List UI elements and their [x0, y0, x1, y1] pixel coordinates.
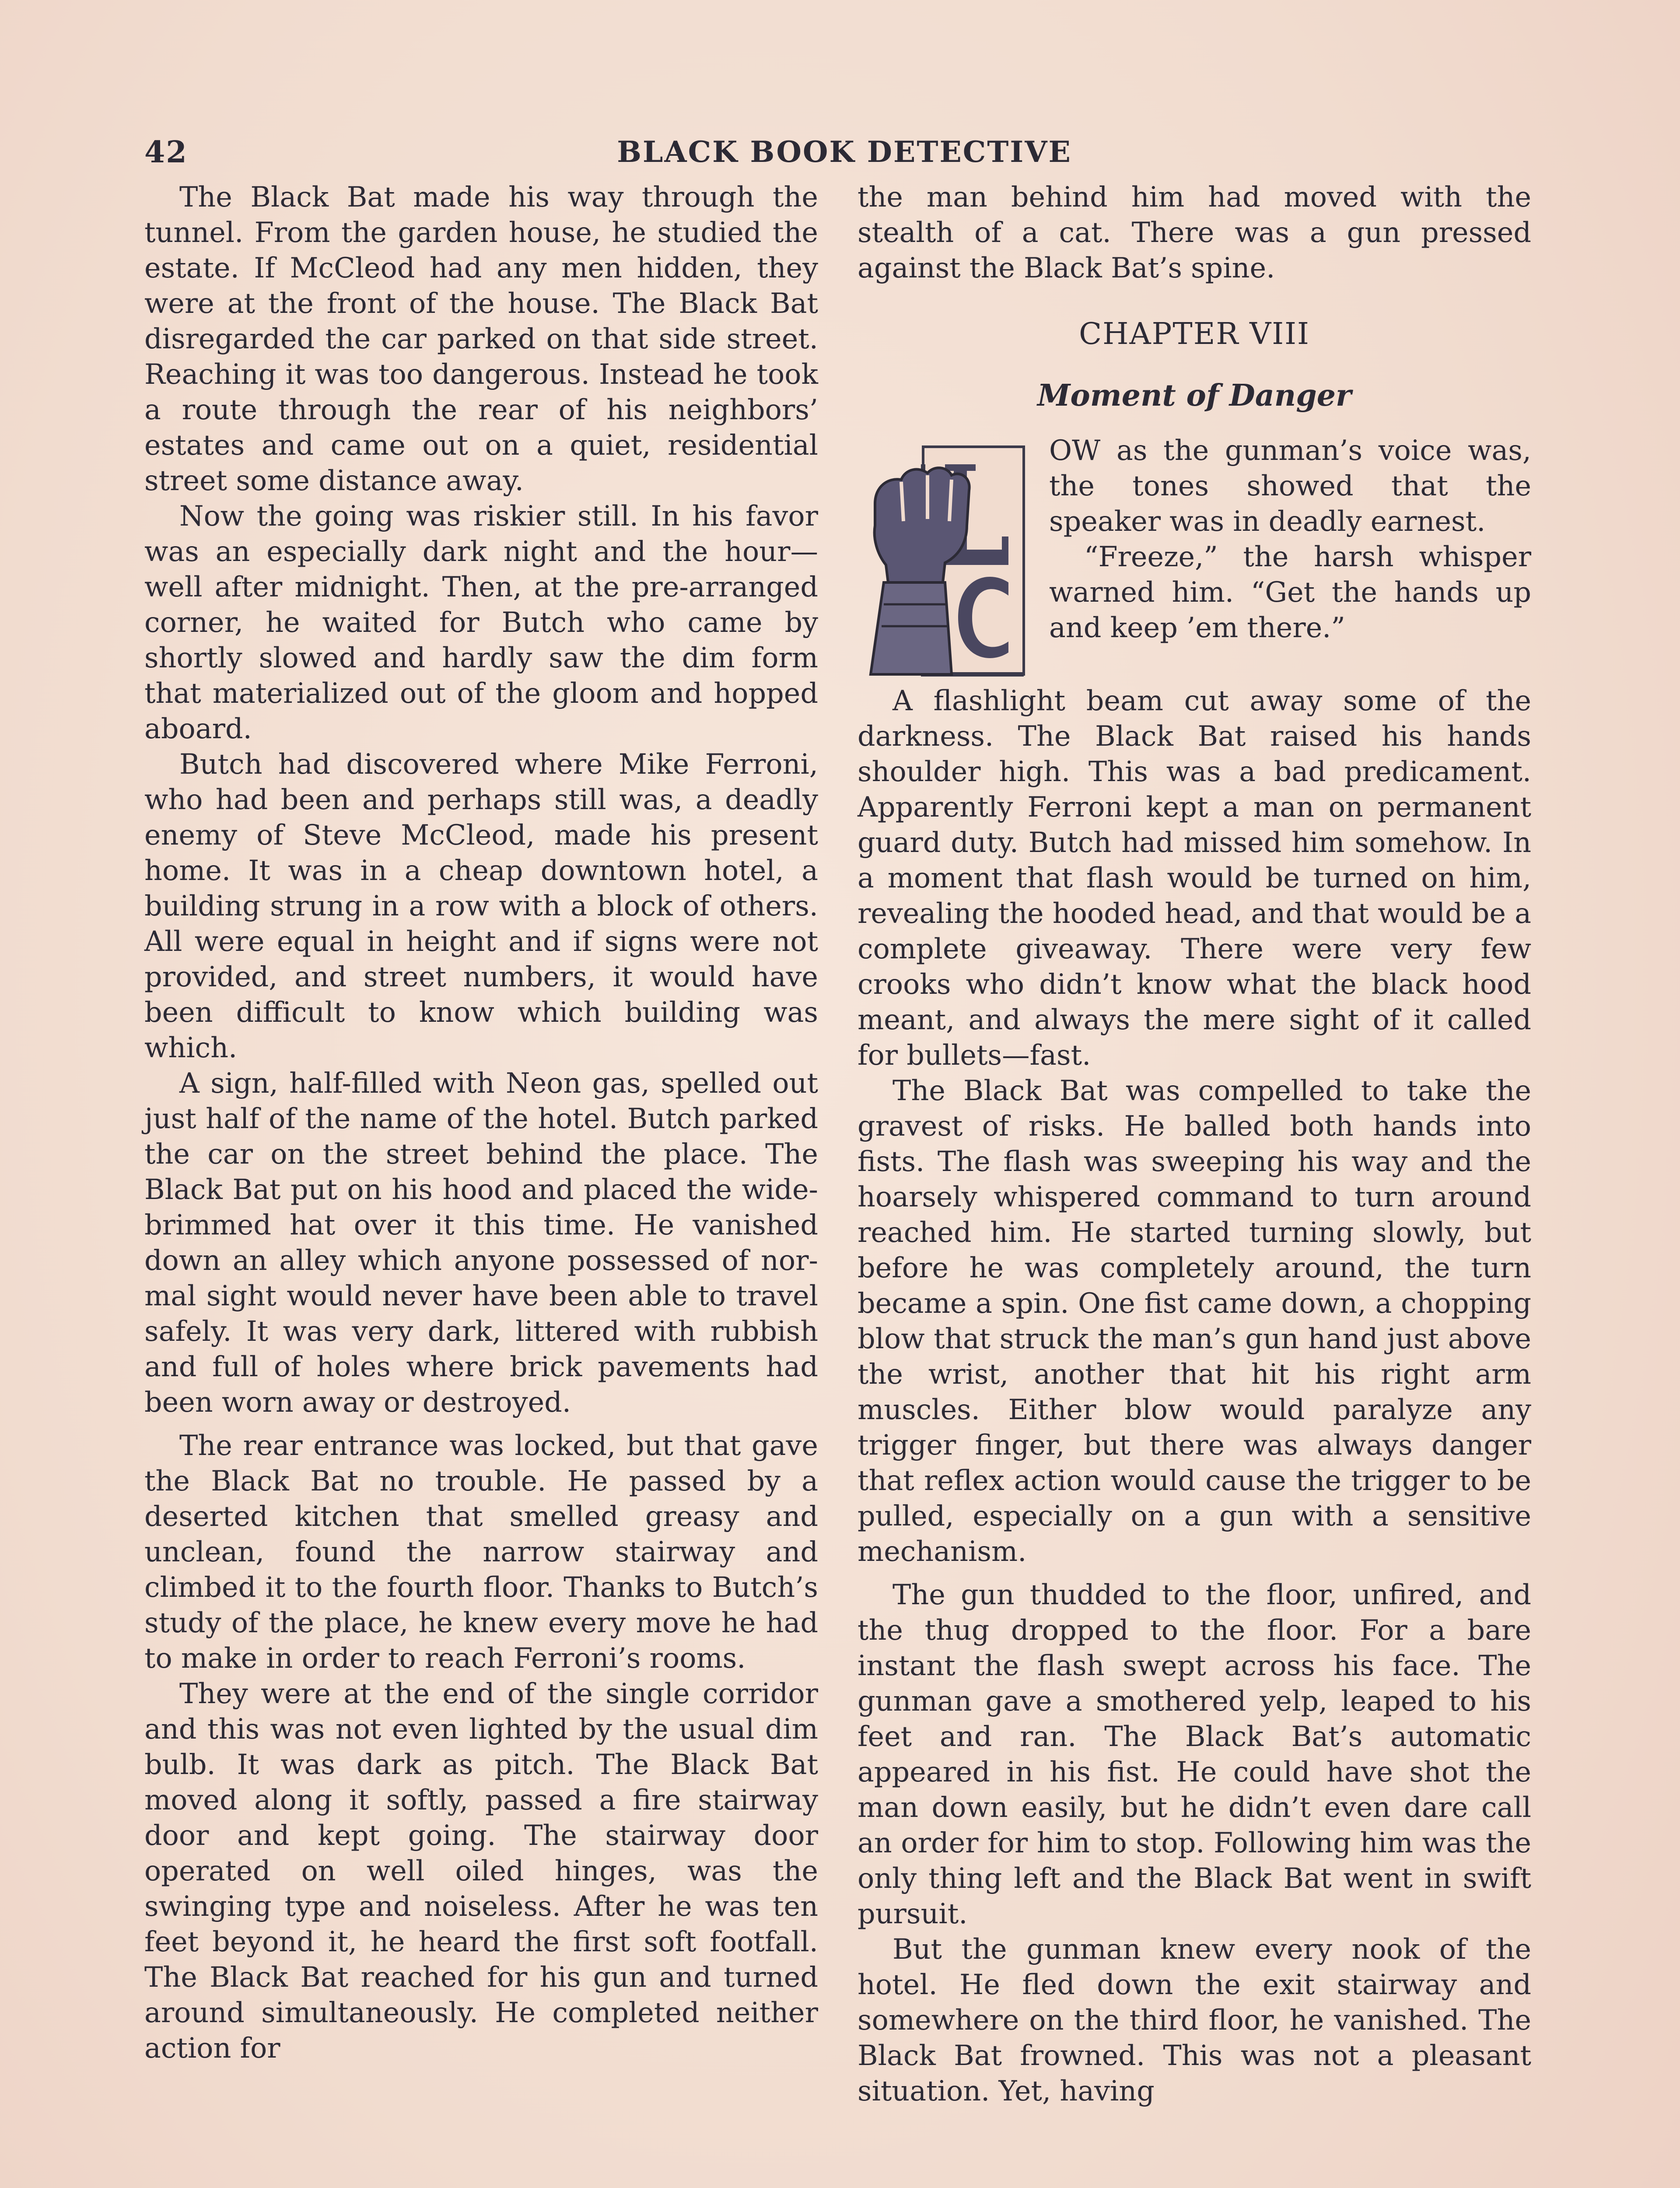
paragraph: “Freeze,” the harsh whisper warned him. “Get the hands up and keep ’em there.” — [1049, 540, 1531, 644]
fist-drop-cap-icon — [858, 438, 1037, 683]
running-head: BLACK BOOK DETECTIVE — [617, 135, 1072, 169]
paragraph: They were at the end of the single corridor and this was not even lighted by the usual dim bulb. It was dark as pitch. The Black Bat moved along it softly, passed a fire stairway door and kept going. The stairway door operated on well oiled hinges, was the swinging type and noiseless. After he was ten feet beyond it, he heard the first soft footfall. The Black Bat reached for his gun and turned around simultaneously. He completed neither action for — [144, 1677, 818, 2064]
page-header — [144, 131, 1544, 175]
page-number: 42 — [144, 135, 188, 170]
drop-cap-block — [858, 433, 1531, 683]
chapter-subtitle: Moment of Danger — [1037, 378, 1351, 413]
paragraph: A flashlight beam cut away some of the darkness. The Black Bat raised his hands shoulder high. This was a bad predicament. Apparently Ferroni kept a man on permanent guard duty. Butch had missed him somehow. In a moment that flash would be turned on him, revealing the hooded head, and that would be a complete giveaway. There were very few crooks who didn’t know what the black hood meant, and always the mere sight of it called for bullets—fast. — [858, 684, 1531, 1071]
right-column — [858, 179, 1531, 2109]
drop-cap-paragraph: OW as the gunman’s voice was, the tones showed that the speaker was in deadly earnest. — [1049, 434, 1531, 537]
left-column — [144, 179, 818, 2066]
paragraph: The gun thudded to the floor, unfired, and the thug dropped to the floor. For a bare instant the flash swept across his face. The gunman gave a smothered yelp, leaped to his feet and ran. The Black Bat’s automatic appeared in his fist. He could have shot the man down easily, but he didn’t even dare call an order for him to stop. Following him was the only thing left and the Black Bat went in swift pursuit. — [858, 1578, 1531, 1930]
paragraph: But the gunman knew every nook of the hotel. He fled down the exit stairway and somewhere on the third floor, he vanished. The Black Bat frowned. This was not a pleasant situation. Yet, having — [858, 1933, 1531, 2107]
continued-paragraph: the man behind him had moved with the stealth of a cat. There was a gun pressed against the Black Bat’s spine. — [858, 181, 1531, 284]
chapter-heading: CHAPTER VIII — [1079, 317, 1310, 351]
paragraph: The Black Bat made his way through the tunnel. From the garden house, he studied the estate. If McCleod had any men hidden, they were at the front of the house. The Black Bat disregarded the car parked on that side street. Reaching it was too dangerous. Instead he took a route through the rear of his neighbors’ estates and came out on a quiet, residential street some distance away. — [144, 181, 818, 497]
paragraph: The Black Bat was compelled to take the gravest of risks. He balled both hands into fists. The flash was sweeping his way and the hoarsely whispered command to turn around reached him. He started turning slowly, but before he was completely around, the turn became a spin. One fist came down, a chopping blow that struck the man’s gun hand just above the wrist, another that hit his right arm muscles. Either blow would paralyze any trigger finger, but there was always danger that reflex action would cause the trigger to be pulled, especially on a gun with a sensitive mechanism. — [858, 1074, 1531, 1567]
paragraph: Butch had discovered where Mike Ferroni, who had been and perhaps still was, a deadly enemy of Steve McCleod, made his present home. It was in a cheap downtown hotel, a building strung in a row with a block of others. All were equal in height and if signs were not provided, and street numbers, it would have been difficult to know which building was which. — [144, 748, 818, 1064]
paragraph: The rear entrance was locked, but that gave the Black Bat no trouble. He passed by a deserted kitchen that smelled greasy and unclean, found the narrow stairway and climbed it to the fourth floor. Thanks to Butch’s study of the place, he knew every move he had to make in order to reach Ferroni’s rooms. — [144, 1429, 818, 1674]
paragraph: A sign, half-filled with Neon gas, spelled out just half of the name of the hotel. Butch parked the car on the street behind the place. The Black Bat put on his hood and placed the wide-brimmed hat over it this time. He vanished down an alley which anyone possessed of normal sight would never have been able to travel safely. It was very dark, littered with rubbish and full of holes where brick pavements had been worn away or destroyed. — [144, 1067, 818, 1418]
paragraph: Now the going was riskier still. In his favor was an especially dark night and the hour—well after midnight. Then, at the pre-arranged corner, he waited for Butch who came by shortly slowed and hardly saw the dim form that materialized out of the gloom and hopped aboard. — [144, 500, 818, 745]
